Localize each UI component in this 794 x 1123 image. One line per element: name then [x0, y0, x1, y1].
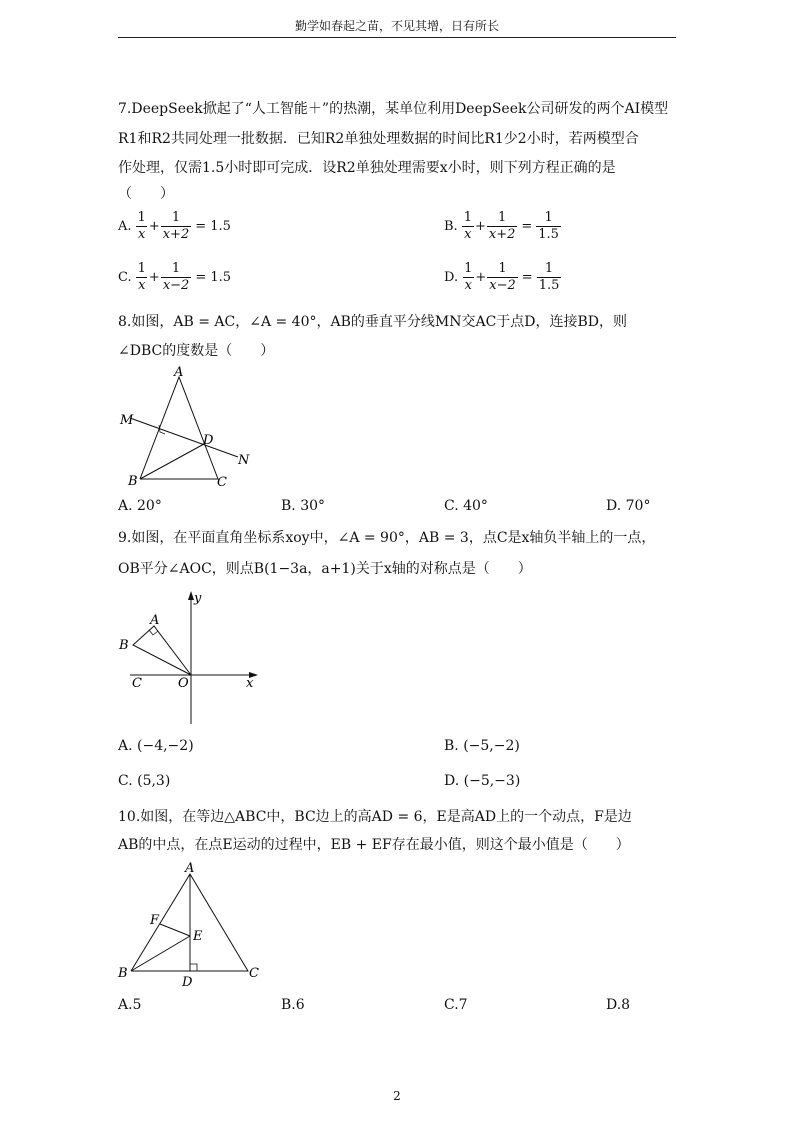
q8-option-b[interactable]: B. 30°: [281, 498, 326, 514]
label-c: C: [217, 475, 227, 490]
equals-sign: =: [521, 219, 533, 234]
label-x: x: [246, 676, 254, 691]
fraction: $\frac{1}{x-2}$: [162, 261, 190, 293]
q10-line-1: 10.如图，在等边△ABC中，BC边上的高AD = 6，E是高AD上的一个动点，F是边: [118, 809, 632, 825]
label-o: O: [178, 676, 189, 691]
option-label: D.: [444, 270, 459, 285]
segment-fe: [160, 924, 190, 936]
q9-option-a[interactable]: A. (−4,−2): [118, 738, 194, 754]
fraction: $\frac{1}{x}$: [463, 210, 472, 242]
equals-sign: =: [521, 270, 533, 285]
q8-triangle-figure: [110, 362, 260, 492]
right-angle-mark: [149, 630, 158, 635]
right-angle-mark: [190, 964, 197, 971]
q9-option-d[interactable]: D. (−5,−3): [444, 773, 521, 789]
page-header: 勤学如春起之苗，不见其增，日有所长: [294, 19, 499, 33]
label-b: B: [118, 966, 128, 981]
option-label: C.: [118, 270, 132, 285]
q9-line-1: 9.如图，在平面直角坐标系xoy中，∠A = 90°，AB = 3，点C是x轴负半轴上的一点，: [118, 530, 656, 546]
plus-sign: +: [148, 270, 160, 285]
label-e: E: [193, 929, 203, 944]
q7-option-d[interactable]: [444, 261, 562, 294]
q7-option-a[interactable]: [118, 210, 231, 243]
plus-sign: +: [474, 219, 486, 234]
q8-line-1: 8.如图，AB = AC，∠A = 40°，AB的垂直平分线MN交AC于点D，连接BD，则: [118, 314, 628, 330]
q8-option-c[interactable]: C. 40°: [444, 498, 488, 514]
q7-line-2: R1和R2共同处理一批数据．已知R2单独处理数据的时间比R1少2小时，若两模型合: [118, 131, 639, 147]
label-a: A: [185, 861, 195, 876]
label-c: C: [249, 966, 259, 981]
triangle-oab: [133, 626, 191, 675]
q9-coordinate-figure: [112, 588, 262, 728]
segment-be: [131, 936, 190, 971]
q9-line-2: OB平分∠AOC，则点B(1−3a，a+1)关于x轴的对称点是（ ）: [118, 561, 532, 577]
page-number: 2: [393, 1089, 401, 1103]
q10-option-c[interactable]: C.7: [444, 997, 468, 1013]
q7-answer-paren: （ ）: [118, 186, 174, 202]
q10-option-b[interactable]: B.6: [281, 997, 305, 1013]
q10-option-a[interactable]: A.5: [118, 997, 142, 1013]
label-f: F: [150, 913, 160, 928]
label-d: D: [182, 975, 193, 990]
fraction: $\frac{1}{1.5}$: [538, 261, 560, 293]
equation-rhs: = 1.5: [195, 219, 231, 234]
segment-bd: [140, 444, 204, 479]
label-c: C: [132, 676, 142, 691]
label-a: A: [150, 613, 160, 628]
q10-triangle-figure: [112, 858, 272, 990]
label-y: y: [194, 591, 202, 606]
q7-option-c[interactable]: [118, 261, 231, 294]
q10-option-d[interactable]: D.8: [606, 997, 631, 1013]
fraction: $\frac{1}{x-2}$: [489, 261, 516, 293]
option-label: A.: [118, 219, 132, 234]
label-n: N: [238, 453, 250, 468]
q8-option-a[interactable]: A. 20°: [118, 498, 162, 514]
label-b: B: [128, 474, 138, 489]
fraction: $\frac{1}{x}$: [137, 261, 146, 293]
fraction: $\frac{1}{1.5}$: [538, 210, 559, 242]
line-mn: [130, 418, 238, 457]
q9-option-b[interactable]: B. (−5,−2): [444, 738, 520, 754]
q7-line-1: 7.DeepSeek掀起了“人工智能＋”的热潮，某单位利用DeepSeek公司研发的两个AI模型: [118, 101, 669, 117]
q8-line-2: ∠DBC的度数是（ ）: [118, 343, 275, 359]
q9-option-c[interactable]: C. (5,3): [118, 773, 171, 789]
equation-rhs: = 1.5: [195, 270, 232, 285]
triangle-abc: [140, 377, 218, 479]
label-a: A: [174, 365, 184, 380]
fraction: $\frac{1}{x}$: [464, 261, 473, 293]
label-d: D: [203, 433, 214, 448]
plus-sign: +: [148, 219, 160, 234]
q7-option-b[interactable]: [444, 210, 562, 243]
q8-option-d[interactable]: D. 70°: [606, 498, 651, 514]
q7-line-3: 作处理，仅需1.5小时即可完成．设R2单独处理需要x小时，则下列方程正确的是: [118, 160, 616, 176]
fraction: $\frac{1}{x+2}$: [488, 210, 516, 242]
q10-line-2: AB的中点，在点E运动的过程中，EB + EF存在最小值，则这个最小值是（ ）: [118, 837, 630, 853]
fraction: $\frac{1}{x}$: [137, 210, 146, 242]
plus-sign: +: [475, 270, 487, 285]
label-m: M: [120, 413, 134, 428]
label-b: B: [119, 638, 129, 653]
header-rule: [118, 37, 676, 38]
fraction: $\frac{1}{x+2}$: [162, 210, 190, 242]
option-label: B.: [444, 219, 458, 234]
